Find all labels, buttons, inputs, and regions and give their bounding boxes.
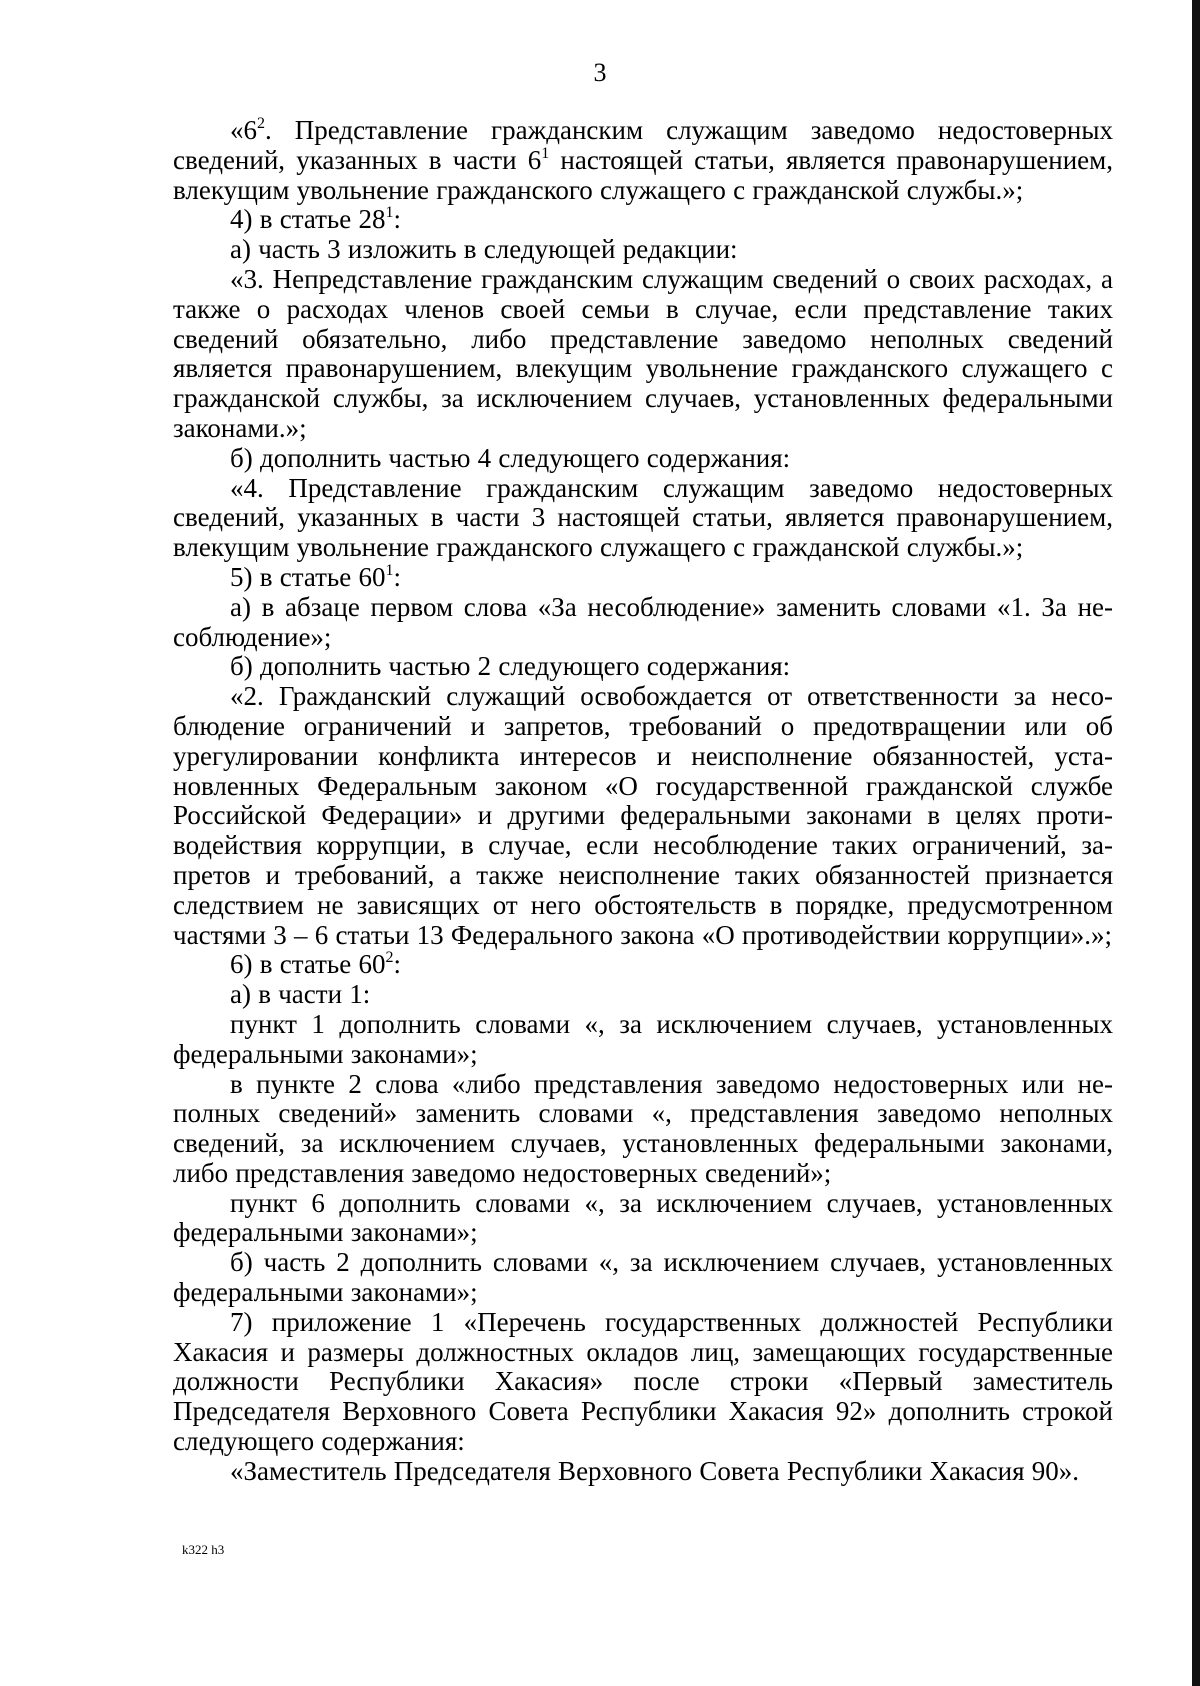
text-run: пункт 1 дополнить словами «, за исключением случаев, установленных федеральными законами»; — [173, 1008, 1113, 1069]
text-run: б) дополнить частью 2 следующего содержания: — [230, 651, 791, 682]
paragraph — [173, 980, 1113, 1010]
text-run: : — [393, 561, 401, 592]
text-run: 7) приложение 1 «Перечень государственных должностей Республики Хакасия и размеры должностных окладов лиц, замещающих государственные должности Республики Хакасия» после строки «Первый заместитель Председателя Верховного Совета Республики Хакасия 92» дополнить строкой следующего содержания: — [173, 1306, 1113, 1457]
paragraph — [173, 950, 1113, 980]
paragraph — [173, 235, 1113, 265]
paragraph — [173, 563, 1113, 593]
text-run: : — [393, 204, 401, 235]
paragraph — [173, 1248, 1113, 1308]
text-run: б) дополнить частью 4 следующего содержания: — [230, 442, 791, 473]
document-code: k322 h3 — [182, 1542, 225, 1557]
text-run: а) в абзаце первом слова «За несоблюдение» заменить словами «1. За несоблюдение»; — [173, 591, 1113, 652]
text-run: «3. Непредставление гражданским служащим сведений о своих расходах, а также о расходах членов своей семьи в случае, если представление таких сведений обязательно, либо представление заведомо неполных сведений является правонарушением, влекущим увольнение гражданского служащего с гражданской службы, за исключением случаев, установленных федеральными законами.»; — [173, 263, 1113, 443]
text-run: 5) в статье 60 — [230, 561, 386, 592]
superscript: 2 — [257, 115, 265, 132]
paragraph — [173, 1308, 1113, 1457]
paragraph — [173, 1070, 1113, 1189]
text-run: пункт 6 дополнить словами «, за исключением случаев, установленных федеральными законами»; — [173, 1187, 1113, 1248]
text-run: «2. Гражданский служащий освобождается от ответственности за несоблюдение ограничений и запретов, требований о предотвращении или об урегулировании конфликта интересов и неисполнение обязанностей, установленных Федеральным законом «О государственной гражданской службе Российской Федерации» и другими федеральными законами в целях противодействия коррупции, в случае, если несоблюдение таких ограничений, запретов и требований, а также неисполнение таких обязанностей признается следствием не зависящих от него обстоятельств в порядке, предусмотренном частями 3 – 6 статьи 13 Федерального закона «О противодействии коррупции».»; — [173, 681, 1113, 950]
text-run: : — [393, 949, 401, 980]
paragraph — [173, 593, 1113, 653]
paragraph — [173, 205, 1113, 235]
scan-edge — [1192, 0, 1200, 1686]
text-run: 4) в статье 28 — [230, 204, 386, 235]
paragraph — [173, 444, 1113, 474]
text-run: а) часть 3 изложить в следующей редакции: — [230, 234, 738, 265]
paragraph — [173, 652, 1113, 682]
superscript: 1 — [385, 204, 394, 222]
paragraph — [173, 682, 1113, 950]
text-run: а) в части 1: — [230, 979, 371, 1010]
paragraph — [173, 265, 1113, 444]
text-run: настоящей статьи, является правонарушением, влекущим увольнение гражданского служащего с гражданской службы.»; — [173, 144, 1113, 205]
document-body — [173, 116, 1113, 1487]
text-run: в пункте 2 слова «либо представления заведомо недостоверных или неполных сведений» заменить словами «, представления заведомо неполных сведений, за исключением случаев, установленных федеральными законами, либо представления заведомо недостоверных сведений»; — [173, 1068, 1113, 1188]
text-run: «Заместитель Председателя Верховного Совета Республики Хакасия 90». — [230, 1455, 1080, 1486]
paragraph — [173, 1457, 1113, 1487]
text-run: «6 — [230, 115, 257, 145]
paragraph — [173, 116, 1113, 205]
paragraph — [173, 1189, 1113, 1249]
text-run: . Представление гражданским служащим заведомо недостоверных сведений, указанных в части 6 — [173, 115, 1113, 175]
text-run: «4. Представление гражданским служащим заведомо недостоверных сведений, указанных в части 3 настоящей статьи, является правонарушением, влекущим увольнение гражданского служащего с гражданской службы.»; — [173, 472, 1113, 563]
superscript: 1 — [385, 561, 394, 579]
superscript: 1 — [541, 144, 550, 162]
paragraph — [173, 474, 1113, 563]
text-run: б) часть 2 дополнить словами «, за исключением случаев, установленных федеральными законами»; — [173, 1247, 1113, 1308]
text-run: 6) в статье 60 — [230, 949, 386, 980]
superscript: 2 — [385, 949, 394, 967]
paragraph — [173, 1010, 1113, 1070]
page-number: 3 — [593, 58, 607, 87]
